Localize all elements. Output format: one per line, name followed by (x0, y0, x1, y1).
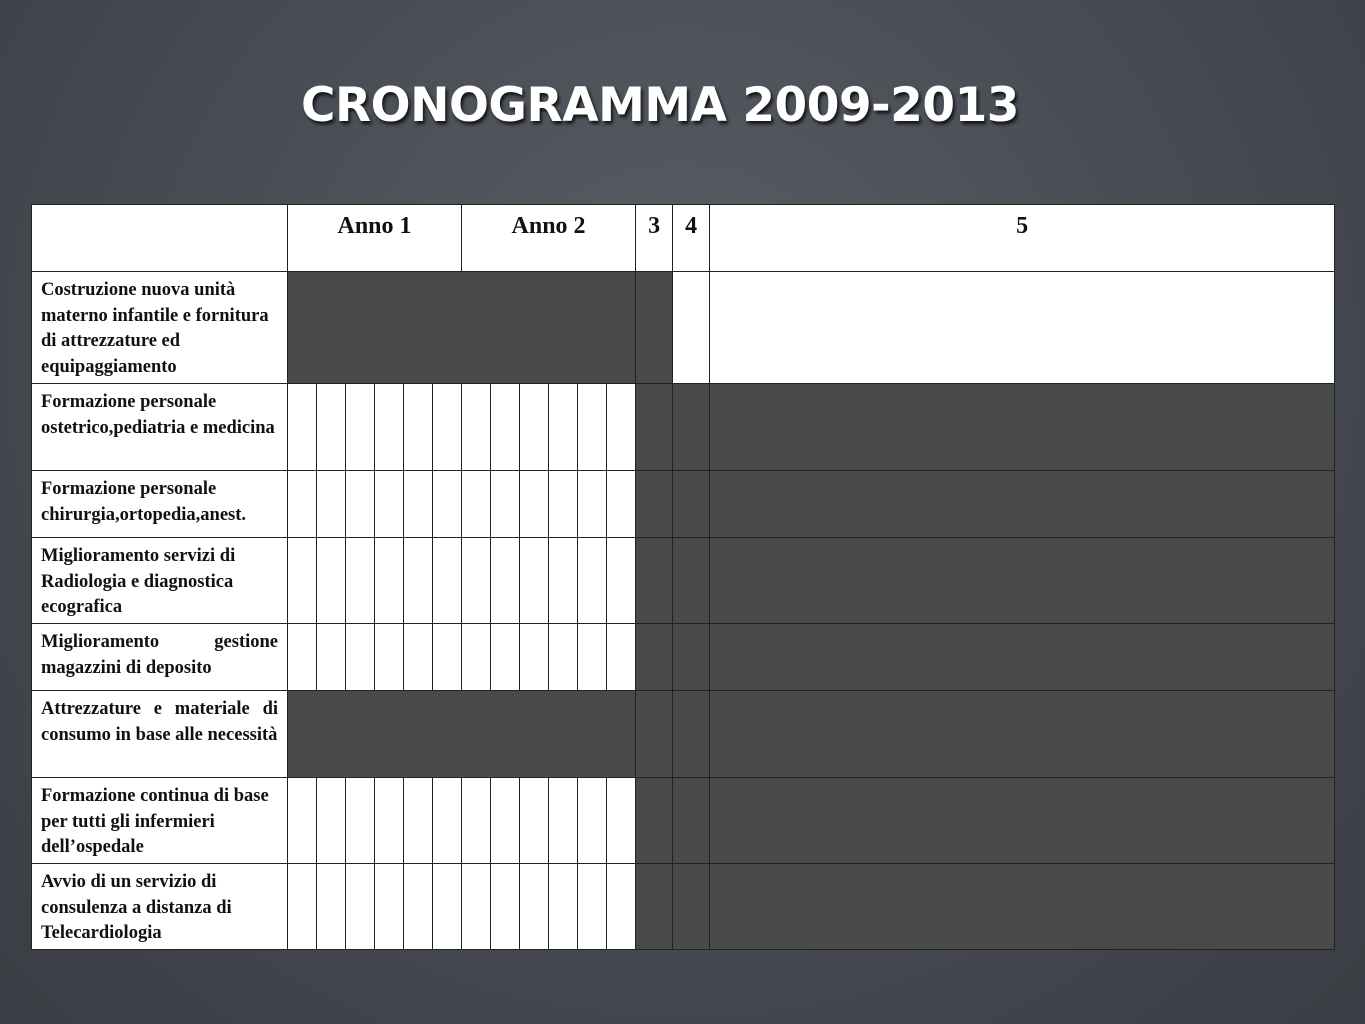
task-label: Avvio di un servizio di consulenza a distanza di Telecardiologia (32, 864, 288, 950)
anno-1-month-cell (288, 864, 317, 950)
anno-1-month-cell (433, 471, 462, 538)
anno-2-month-cell (578, 778, 607, 864)
year-5-cell (710, 471, 1335, 538)
anno-1-month-cell (375, 538, 404, 624)
anno-1-month-cell (317, 624, 346, 691)
anno-1-month-cell (317, 864, 346, 950)
year-4-cell (673, 864, 710, 950)
anno-1-month-cell (317, 272, 346, 384)
gantt-table (31, 204, 1335, 950)
task-label: Formazione continua di base per tutti gli infermieri dell’ospedale (32, 778, 288, 864)
year-4-cell (673, 538, 710, 624)
anno-1-month-cell (346, 272, 375, 384)
anno-1-month-cell (404, 778, 433, 864)
anno-2-month-cell (549, 864, 578, 950)
anno-1-month-cell (433, 864, 462, 950)
anno-1-month-cell (346, 691, 375, 778)
table-row (32, 272, 1335, 384)
anno-2-month-cell (607, 384, 636, 471)
anno-1-month-cell (375, 471, 404, 538)
task-label: Miglioramento servizi di Radiologia e diagnostica ecografica (32, 538, 288, 624)
anno-2-month-cell (462, 272, 491, 384)
anno-1-month-cell (375, 864, 404, 950)
anno-2-month-cell (607, 864, 636, 950)
anno-2-month-cell (491, 778, 520, 864)
year-3-cell (636, 864, 673, 950)
anno-2-month-cell (607, 624, 636, 691)
anno-1-month-cell (346, 538, 375, 624)
anno-2-month-cell (549, 691, 578, 778)
anno-2-month-cell (578, 864, 607, 950)
anno-1-month-cell (288, 471, 317, 538)
anno-1-month-cell (346, 778, 375, 864)
anno-2-month-cell (520, 691, 549, 778)
anno-1-month-cell (433, 384, 462, 471)
task-label: Miglioramento gestione magazzini di deposito (32, 624, 288, 691)
anno-1-month-cell (404, 272, 433, 384)
anno-1-month-cell (404, 538, 433, 624)
anno-2-month-cell (520, 384, 549, 471)
anno-2-month-cell (607, 538, 636, 624)
table-row (32, 691, 1335, 778)
anno-2-month-cell (462, 538, 491, 624)
table-row (32, 864, 1335, 950)
year-3-cell (636, 384, 673, 471)
year-4-cell (673, 471, 710, 538)
anno-1-month-cell (404, 691, 433, 778)
table-row (32, 384, 1335, 471)
anno-2-month-cell (520, 471, 549, 538)
year-5-cell (710, 538, 1335, 624)
anno-1-month-cell (375, 778, 404, 864)
anno-2-month-cell (578, 471, 607, 538)
slide-title: CRONOGRAMMA 2009-2013 (301, 78, 1019, 133)
anno-2-month-cell (491, 384, 520, 471)
anno-2-month-cell (462, 864, 491, 950)
anno-1-month-cell (317, 384, 346, 471)
header-anno-1: Anno 1 (288, 205, 462, 272)
anno-1-month-cell (404, 864, 433, 950)
table-row (32, 538, 1335, 624)
anno-2-month-cell (549, 384, 578, 471)
anno-1-month-cell (288, 384, 317, 471)
header-task (32, 205, 288, 272)
anno-1-month-cell (288, 538, 317, 624)
anno-2-month-cell (549, 272, 578, 384)
anno-2-month-cell (578, 624, 607, 691)
anno-1-month-cell (375, 384, 404, 471)
task-label: Costruzione nuova unità materno infantile e fornitura di attrezzature ed equipaggiamento (32, 272, 288, 384)
anno-2-month-cell (462, 691, 491, 778)
anno-2-month-cell (491, 538, 520, 624)
anno-2-month-cell (491, 864, 520, 950)
anno-2-month-cell (491, 471, 520, 538)
anno-2-month-cell (491, 691, 520, 778)
anno-2-month-cell (578, 691, 607, 778)
anno-2-month-cell (520, 272, 549, 384)
header-year-3: 3 (636, 205, 673, 272)
year-5-cell (710, 691, 1335, 778)
anno-1-month-cell (433, 272, 462, 384)
anno-2-month-cell (578, 384, 607, 471)
year-3-cell (636, 691, 673, 778)
anno-2-month-cell (491, 624, 520, 691)
anno-2-month-cell (491, 272, 520, 384)
anno-2-month-cell (578, 538, 607, 624)
anno-1-month-cell (433, 778, 462, 864)
year-3-cell (636, 538, 673, 624)
anno-1-month-cell (433, 624, 462, 691)
task-label: Formazione personale ostetrico,pediatria e medicina (32, 384, 288, 471)
anno-2-month-cell (607, 272, 636, 384)
anno-2-month-cell (549, 778, 578, 864)
year-4-cell (673, 272, 710, 384)
year-3-cell (636, 272, 673, 384)
anno-1-month-cell (375, 272, 404, 384)
year-3-cell (636, 624, 673, 691)
year-4-cell (673, 384, 710, 471)
anno-2-month-cell (462, 624, 491, 691)
anno-1-month-cell (375, 624, 404, 691)
year-5-cell (710, 778, 1335, 864)
anno-1-month-cell (288, 624, 317, 691)
anno-2-month-cell (607, 471, 636, 538)
year-4-cell (673, 624, 710, 691)
anno-2-month-cell (607, 778, 636, 864)
anno-1-month-cell (288, 691, 317, 778)
anno-1-month-cell (288, 272, 317, 384)
anno-2-month-cell (578, 272, 607, 384)
year-4-cell (673, 691, 710, 778)
anno-2-month-cell (520, 538, 549, 624)
year-4-cell (673, 778, 710, 864)
task-label: Formazione personale chirurgia,ortopedia,anest. (32, 471, 288, 538)
table-row (32, 624, 1335, 691)
anno-1-month-cell (433, 691, 462, 778)
anno-1-month-cell (317, 778, 346, 864)
anno-2-month-cell (462, 778, 491, 864)
header-anno-2: Anno 2 (462, 205, 636, 272)
table-row (32, 471, 1335, 538)
table-row (32, 778, 1335, 864)
anno-1-month-cell (346, 624, 375, 691)
anno-1-month-cell (404, 384, 433, 471)
year-5-cell (710, 272, 1335, 384)
anno-2-month-cell (520, 864, 549, 950)
anno-1-month-cell (288, 778, 317, 864)
year-5-cell (710, 624, 1335, 691)
header-row (32, 205, 1335, 272)
anno-2-month-cell (549, 471, 578, 538)
anno-1-month-cell (404, 471, 433, 538)
anno-1-month-cell (375, 691, 404, 778)
anno-2-month-cell (520, 624, 549, 691)
anno-1-month-cell (346, 384, 375, 471)
task-label: Attrezzature e materiale di consumo in base alle necessità (32, 691, 288, 778)
anno-1-month-cell (317, 691, 346, 778)
header-year-5: 5 (710, 205, 1335, 272)
anno-1-month-cell (317, 471, 346, 538)
anno-1-month-cell (346, 471, 375, 538)
year-3-cell (636, 471, 673, 538)
year-3-cell (636, 778, 673, 864)
header-year-4: 4 (673, 205, 710, 272)
anno-1-month-cell (317, 538, 346, 624)
anno-1-month-cell (404, 624, 433, 691)
anno-2-month-cell (462, 471, 491, 538)
anno-1-month-cell (346, 864, 375, 950)
anno-2-month-cell (607, 691, 636, 778)
anno-1-month-cell (433, 538, 462, 624)
anno-2-month-cell (520, 778, 549, 864)
year-5-cell (710, 384, 1335, 471)
year-5-cell (710, 864, 1335, 950)
anno-2-month-cell (549, 624, 578, 691)
anno-2-month-cell (549, 538, 578, 624)
anno-2-month-cell (462, 384, 491, 471)
